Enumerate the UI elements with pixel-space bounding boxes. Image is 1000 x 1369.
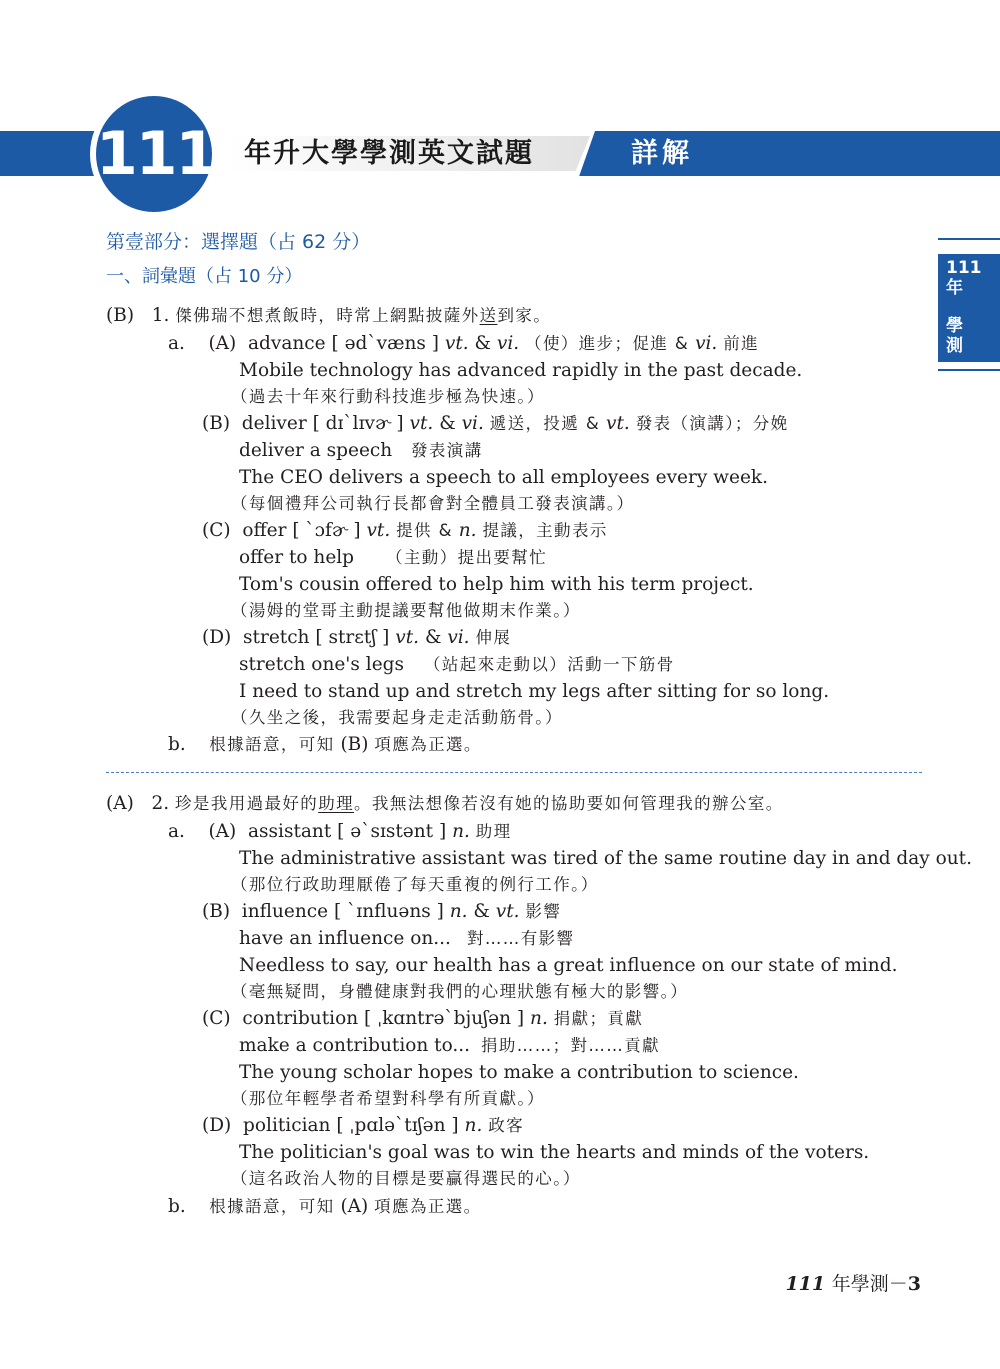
side-tab[interactable]: [938, 254, 1000, 362]
q1-b-example-zh: （每個禮拜公司執行長都會對全體員工發表演講。）: [231, 494, 635, 513]
q2-word-politician: politician: [243, 1115, 331, 1136]
q2-option-d-line: (D) politician [ ˌpɑləˋtɪʃən ] n. 政客: [202, 1115, 525, 1136]
q2-b-example-en: Needless to say, our health has a great influence on our state of mind.: [239, 955, 898, 976]
footer-label: 年學測－: [831, 1273, 908, 1295]
q1-word-offer: offer: [242, 520, 287, 541]
q1-b-phrase-en: deliver a speech: [239, 440, 393, 461]
q2-c-example-en: The young scholar hopes to make a contribution to science.: [239, 1062, 799, 1083]
q1-c-phrase-zh: （主動）提出要幫忙: [386, 548, 548, 567]
q1-option-d-line: (D) stretch [ strɛtʃ ] vt. & vi. 伸展: [202, 627, 512, 648]
q1-option-c-line: (C) offer [ ˋɔfɚ ] vt. 提供 & n. 提議，主動表示: [202, 520, 608, 541]
q1-b-phrase-zh: 發表演講: [411, 441, 483, 460]
q2-underlined-word: 助理: [318, 794, 355, 813]
q1-d-example-zh: （久坐之後，我需要起身走走活動筋骨。）: [231, 708, 563, 727]
side-tab-exam-2: 測: [946, 336, 963, 356]
q2-word-assistant: assistant: [248, 821, 332, 842]
explain-label: 詳解: [631, 138, 693, 169]
q2-question: (A) 2. 珍是我用過最好的助理。我無法想像若沒有她的協助要如何管理我的辦公室。: [106, 793, 784, 814]
page-title: 年升大學學測英文試題: [244, 138, 534, 169]
footer-year: 111: [785, 1273, 826, 1295]
q2-c-phrase-en: make a contribution to...: [239, 1035, 471, 1056]
section-title: 第壹部分：選擇題（占 62 分）: [106, 231, 371, 253]
q1-a-example-zh: （過去十年來行動科技進步極為快速。）: [231, 387, 545, 406]
q2-option-b-line: (B) influence [ ˋɪnfluəns ] n. & vt. 影響: [202, 901, 562, 922]
q1-word-deliver: deliver: [241, 413, 307, 434]
q2-number: 2.: [151, 793, 170, 814]
q2-option-c-line: (C) contribution [ ˌkɑntrəˋbjuʃən ] n. 捐獻；貢獻: [202, 1008, 644, 1029]
q2-b-phrase-en: have an influence on...: [239, 928, 451, 949]
q2-b-phrase-zh: 對……有影響: [467, 929, 575, 948]
q2-c-example-zh: （那位年輕學者希望對科學有所貢獻。）: [231, 1089, 545, 1108]
page-number: 3: [907, 1273, 921, 1295]
q2-conclusion: b. 根據語意，可知 (A) 項應為正選。: [168, 1196, 482, 1217]
q2-a-example-zh: （那位行政助理厭倦了每天重複的例行工作。）: [231, 875, 599, 894]
page-footer: [785, 1271, 921, 1297]
q1-word-stretch: stretch: [243, 627, 310, 648]
side-tab-top-rule: [938, 238, 1000, 240]
q2-word-contribution: contribution: [242, 1008, 359, 1029]
q1-word-advance: advance: [248, 333, 326, 354]
q1-option-a-line: a. (A) advance [ ədˋvæns ] vt. & vi. （使）進步；促進 & vi. 前進: [168, 333, 760, 354]
year-badge-number: 111: [96, 119, 216, 189]
side-tab-year: 111: [946, 258, 982, 278]
q2-answer: (A): [106, 793, 134, 814]
q2-a-example-en: The administrative assistant was tired of the same routine day in and day out.: [239, 848, 972, 869]
q2-c-phrase-zh: 捐助……；對……貢獻: [481, 1036, 660, 1055]
q2-word-influence: influence: [241, 901, 329, 922]
q1-option-b-line: (B) deliver [ dɪˋlɪvɚ ] vt. & vi. 遞送，投遞 & vt. 發表（演講）；分娩: [202, 413, 789, 434]
q1-a-example-en: Mobile technology has advanced rapidly in the past decade.: [239, 360, 803, 381]
q1-c-example-en: Tom's cousin offered to help him with his term project.: [239, 574, 754, 595]
q2-option-a-line: a. (A) assistant [ əˋsɪstənt ] n. 助理: [168, 821, 512, 842]
side-tab-year-suffix: 年: [946, 278, 963, 298]
q1-c-phrase-en: offer to help: [239, 547, 355, 568]
q2-d-example-zh: （這名政治人物的目標是要贏得選民的心。）: [231, 1169, 581, 1188]
q1-question: (B) 1. 傑佛瑞不想煮飯時，時常上網點披薩外送到家。: [106, 305, 552, 326]
q1-underlined-word: 送: [479, 306, 498, 325]
subsection-title: 一、詞彙題（占 10 分）: [106, 266, 303, 287]
side-tab-bottom-rule: [938, 369, 1000, 371]
q1-number: 1.: [151, 305, 170, 326]
side-tab-exam-1: 學: [946, 316, 963, 336]
q1-answer: (B): [106, 305, 135, 326]
q1-d-example-en: I need to stand up and stretch my legs after sitting for so long.: [239, 681, 830, 702]
q1-c-example-zh: （湯姆的堂哥主動提議要幫他做期末作業。）: [231, 601, 581, 620]
q1-d-phrase-zh: （站起來走動以）活動一下筋骨: [424, 655, 675, 674]
q2-b-example-zh: （毫無疑問，身體健康對我們的心理狀態有極大的影響。）: [231, 982, 689, 1001]
q1-conclusion: b. 根據語意，可知 (B) 項應為正選。: [168, 734, 482, 755]
q2-d-example-en: The politician's goal was to win the hearts and minds of the voters.: [239, 1142, 870, 1163]
q1-b-example-en: The CEO delivers a speech to all employees every week.: [239, 467, 768, 488]
q1-d-phrase-en: stretch one's legs: [239, 654, 404, 675]
question-divider: [106, 772, 922, 773]
